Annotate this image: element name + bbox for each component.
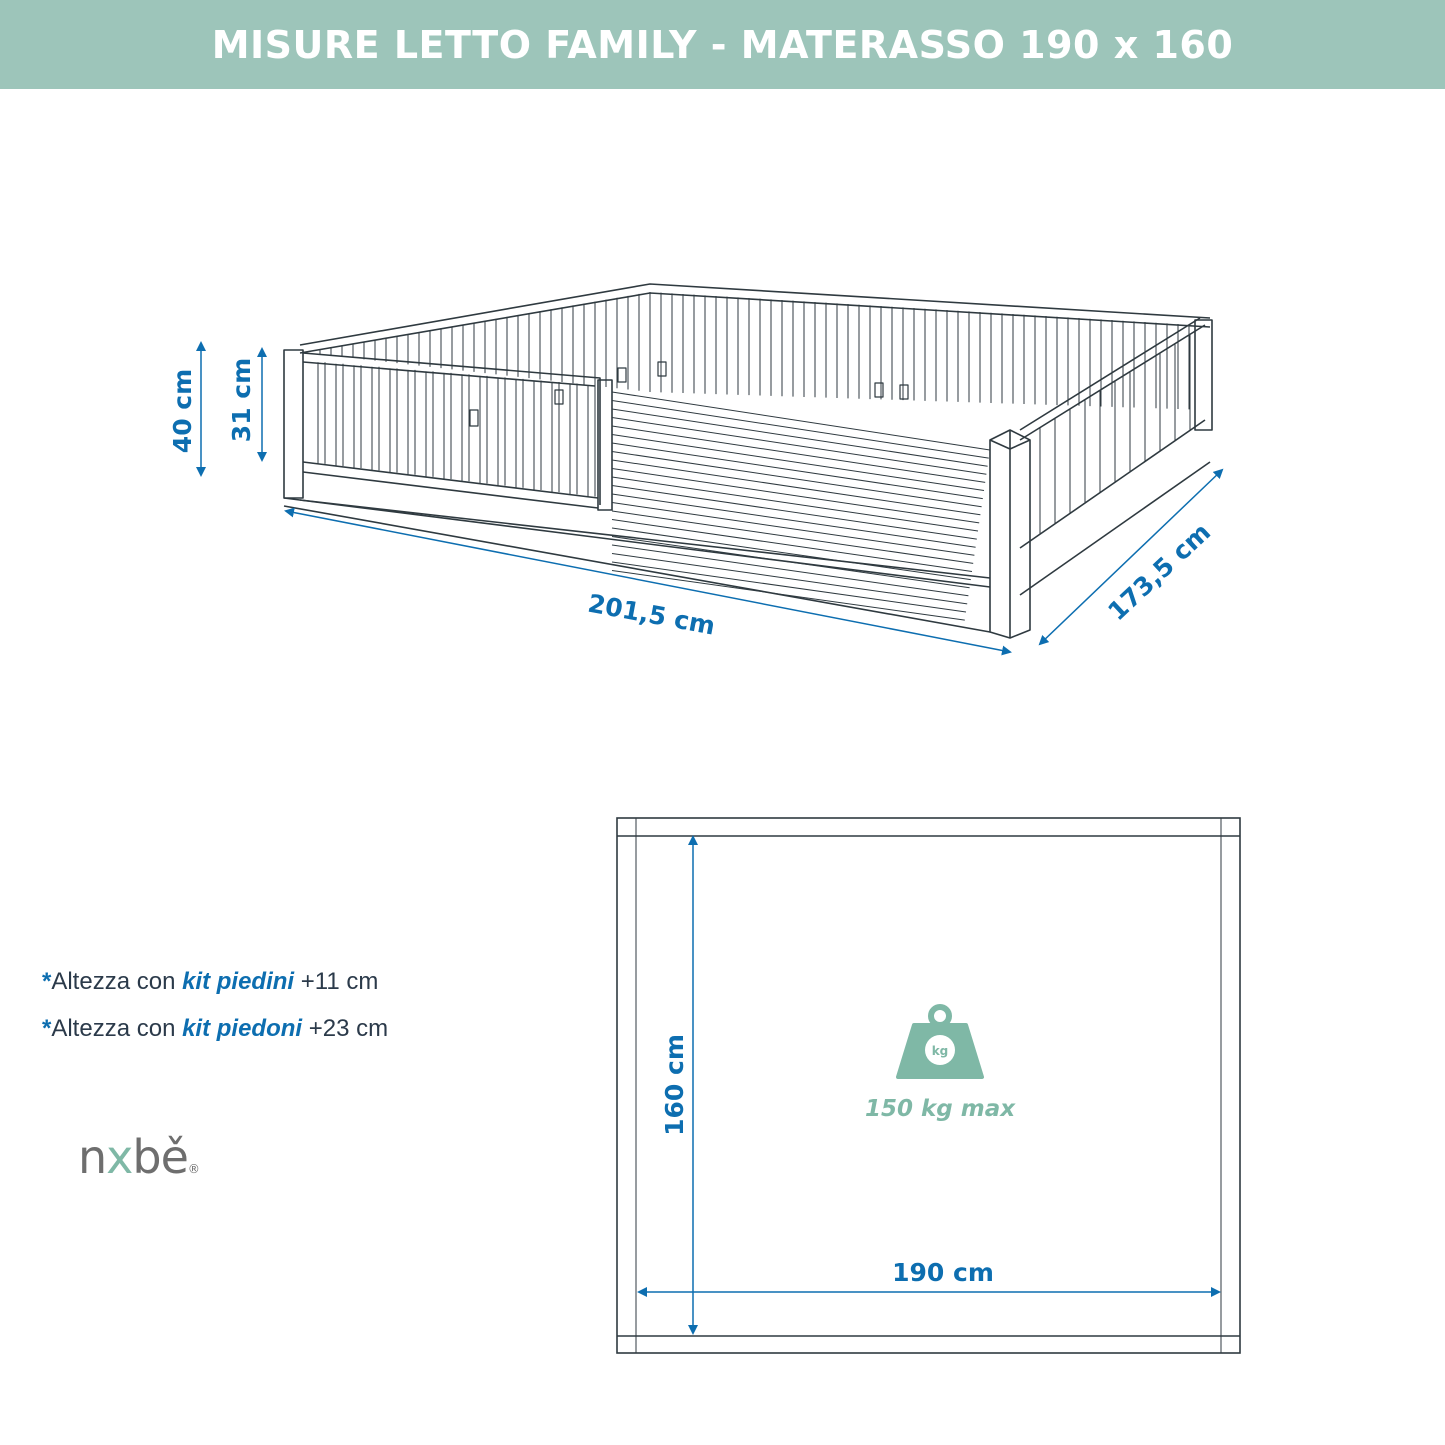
total-height-label: 40 cm <box>168 368 197 454</box>
width-label: 173,5 cm <box>1102 517 1217 627</box>
note-piedoni: *Altezza con kit piedoni +23 cm <box>42 1015 389 1042</box>
page-title: MISURE LETTO FAMILY - MATERASSO 190 x 160 <box>211 22 1234 67</box>
bed-perspective <box>284 284 1212 638</box>
brand-logo: nxbě® <box>78 1130 199 1184</box>
mattress-length-label: 190 cm <box>892 1258 994 1287</box>
mattress-width-label: 160 cm <box>660 1034 689 1136</box>
length-arrow <box>286 511 1010 652</box>
max-load-label: 150 kg max <box>864 1096 1016 1122</box>
note-piedini: *Altezza con kit piedini +11 cm <box>42 968 379 995</box>
bed-back-rail <box>300 284 1210 409</box>
bed-hinge-brackets <box>470 362 908 426</box>
length-label: 201,5 cm <box>585 588 718 641</box>
weight-icon <box>898 1007 982 1077</box>
rail-height-label: 31 cm <box>227 357 256 443</box>
weight-unit: kg <box>931 1044 949 1058</box>
bed-corner-post <box>990 430 1030 638</box>
bed-front-rail <box>284 350 990 632</box>
